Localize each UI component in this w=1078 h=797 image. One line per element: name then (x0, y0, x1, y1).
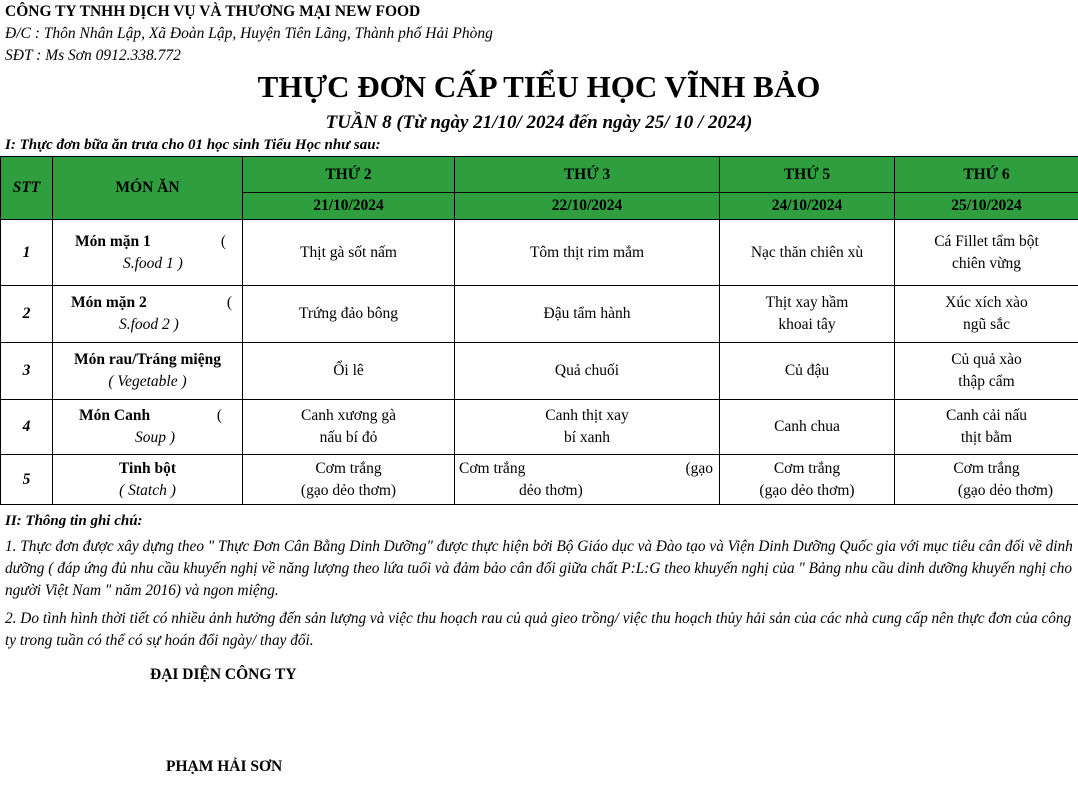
dish-type-cell (53, 343, 243, 400)
dish-type-paren: ( (216, 407, 222, 424)
menu-title: THỰC ĐƠN CẤP TIỂU HỌC VĨNH BẢO (257, 69, 821, 104)
menu-item: (gạo dẻo thơm) (300, 481, 397, 499)
menu-cell (243, 220, 455, 286)
menu-item: chiên vừng (951, 254, 1022, 272)
menu-cell (895, 286, 1078, 343)
menu-cell (720, 286, 895, 343)
menu-item: (gạo (685, 459, 713, 477)
header-date-4: 25/10/2024 (895, 193, 1078, 220)
dish-type-cell (53, 400, 243, 455)
header-date-3: 24/10/2024 (720, 193, 895, 220)
menu-cell (243, 400, 455, 455)
menu-cell (243, 455, 455, 505)
menu-cell (455, 220, 720, 286)
menu-item: thập cẩm (958, 373, 1015, 390)
dish-type-name: Tinh bột (118, 459, 176, 477)
menu-cell (243, 286, 455, 343)
menu-item: Tôm thịt rim mắm (529, 243, 645, 261)
dish-type-english: ( Statch ) (119, 481, 176, 499)
menu-item: Cơm trắng (773, 459, 841, 477)
menu-item: bí xanh (563, 429, 611, 446)
menu-item: Củ đậu (784, 362, 830, 379)
menu-item: Trứng đảo bông (298, 305, 399, 322)
dish-type-cell (53, 286, 243, 343)
menu-item: (gạo dẻo thơm) (759, 481, 855, 499)
header-stt: STT (1, 157, 53, 220)
menu-cell (720, 220, 895, 286)
menu-item: thịt bằm (960, 429, 1013, 446)
menu-item: Nạc thăn chiên xù (750, 243, 864, 261)
table-row (1, 220, 1078, 286)
menu-cell (455, 343, 720, 400)
menu-cell (895, 455, 1078, 505)
menu-item: khoai tây (778, 316, 836, 333)
menu-cell (720, 343, 895, 400)
menu-item: Đậu tẩm hành (543, 305, 631, 322)
menu-item: Canh chua (774, 418, 840, 435)
dish-type-name: Món mặn 1 (75, 232, 151, 250)
menu-item: nấu bí đỏ (319, 429, 378, 446)
menu-item: Cơm trắng (459, 459, 526, 477)
row-number: 5 (1, 455, 53, 505)
menu-cell (243, 343, 455, 400)
table-row (1, 343, 1078, 400)
week-range: TUẦN 8 (Từ ngày 21/10/ 2024 đến ngày 25/ 10 / 2024) (325, 112, 753, 133)
header-dish: MÓN ĂN (53, 157, 243, 220)
menu-item: Ổi lê (333, 362, 364, 379)
header-day-1: THỨ 2 (243, 157, 455, 193)
dish-type-english: S.food 1 ) (123, 254, 183, 272)
menu-item: Cá Fillet tẩm bột (934, 232, 1039, 250)
row-number: 1 (1, 220, 53, 286)
menu-item: Thịt xay hầm (765, 294, 849, 311)
dish-type-english: S.food 2 ) (119, 316, 179, 333)
menu-cell (455, 400, 720, 455)
menu-cell (720, 400, 895, 455)
dish-type-paren: ( (226, 294, 232, 311)
table-row (1, 286, 1078, 343)
dish-type-paren: ( (220, 232, 226, 250)
company-representative-label: ĐẠI DIỆN CÔNG TY (150, 666, 297, 683)
note-1: 1. Thực đơn được xây dựng theo " Thực Đơn Cân Bằng Dinh Dưỡng" được thực hiện bởi Bộ Giáo dục và Đào tạo và Viện Dinh Dưỡng Quốc gia với mục tiêu cân đối về dinh dưỡng ( đáp ứng đủ nhu cầu khuyến nghị về năng lượng theo lứa tuổi và đảm bảo cân đối giữa chất P:L:G theo khuyến nghị của " Bảng nhu cầu dinh dưỡng khuyến nghị cho người Việt Nam " năm 2016) và ngon miệng. (5, 538, 1073, 599)
menu-cell (455, 286, 720, 343)
menu-item: Xúc xích xào (945, 294, 1028, 311)
menu-item: Cơm trắng (953, 459, 1020, 477)
section-1-heading: I: Thực đơn bữa ăn trưa cho 01 học sinh Tiểu Học như sau: (5, 137, 381, 153)
menu-cell (895, 400, 1078, 455)
table-row (1, 400, 1078, 455)
row-number: 3 (1, 343, 53, 400)
company-address: Đ/C : Thôn Nhân Lập, Xã Đoàn Lập, Huyện Tiên Lãng, Thành phố Hải Phòng (5, 25, 493, 42)
menu-item: Quả chuối (554, 362, 620, 379)
header-date-1: 21/10/2024 (243, 193, 455, 220)
menu-item: dẻo thơm) (519, 481, 583, 499)
menu-item: Canh thịt xay (545, 407, 629, 424)
dish-type-name: Món Canh (79, 407, 151, 424)
note-2: 2. Do tình hình thời tiết có nhiều ảnh hưởng đến sản lượng và việc thu hoạch rau củ quả gieo trồng/ việc thu hoạch thủy hải sản của các nhà cung cấp nên thực đơn của công ty trong tuần có thể có sự hoán đổi ngày/ thay đổi. (5, 610, 1072, 649)
company-phone: SĐT : Ms Sơn 0912.338.772 (5, 47, 181, 64)
dish-type-cell (53, 220, 243, 286)
menu-item: Canh cải nấu (946, 407, 1027, 424)
menu-table (0, 156, 1078, 505)
dish-type-name: Món mặn 2 (71, 294, 147, 311)
menu-cell (455, 455, 720, 505)
header-date-2: 22/10/2024 (455, 193, 720, 220)
signatory-name: PHẠM HẢI SƠN (166, 758, 283, 775)
header-day-4: THỨ 6 (895, 157, 1078, 193)
dish-type-name: Món rau/Tráng miệng (74, 351, 221, 368)
menu-item: Cơm trắng (315, 459, 382, 477)
row-number: 2 (1, 286, 53, 343)
dish-type-cell (53, 455, 243, 505)
section-2-heading: II: Thông tin ghi chú: (5, 513, 143, 529)
menu-item: Củ quả xào (951, 351, 1022, 368)
dish-type-english: ( Vegetable ) (108, 373, 187, 390)
menu-cell (720, 455, 895, 505)
dish-type-english: Soup ) (135, 429, 176, 446)
menu-item: ngũ sắc (963, 316, 1010, 333)
menu-cell (895, 220, 1078, 286)
company-name: CÔNG TY TNHH DỊCH VỤ VÀ THƯƠNG MẠI NEW FOOD (5, 3, 421, 20)
header-day-3: THỨ 5 (720, 157, 895, 193)
row-number: 4 (1, 400, 53, 455)
menu-item: (gạo dẻo thơm) (957, 481, 1054, 499)
menu-item: Thịt gà sốt nấm (300, 243, 397, 261)
menu-item: Canh xương gà (301, 407, 396, 424)
table-row (1, 455, 1078, 505)
header-day-2: THỨ 3 (455, 157, 720, 193)
menu-cell (895, 343, 1078, 400)
